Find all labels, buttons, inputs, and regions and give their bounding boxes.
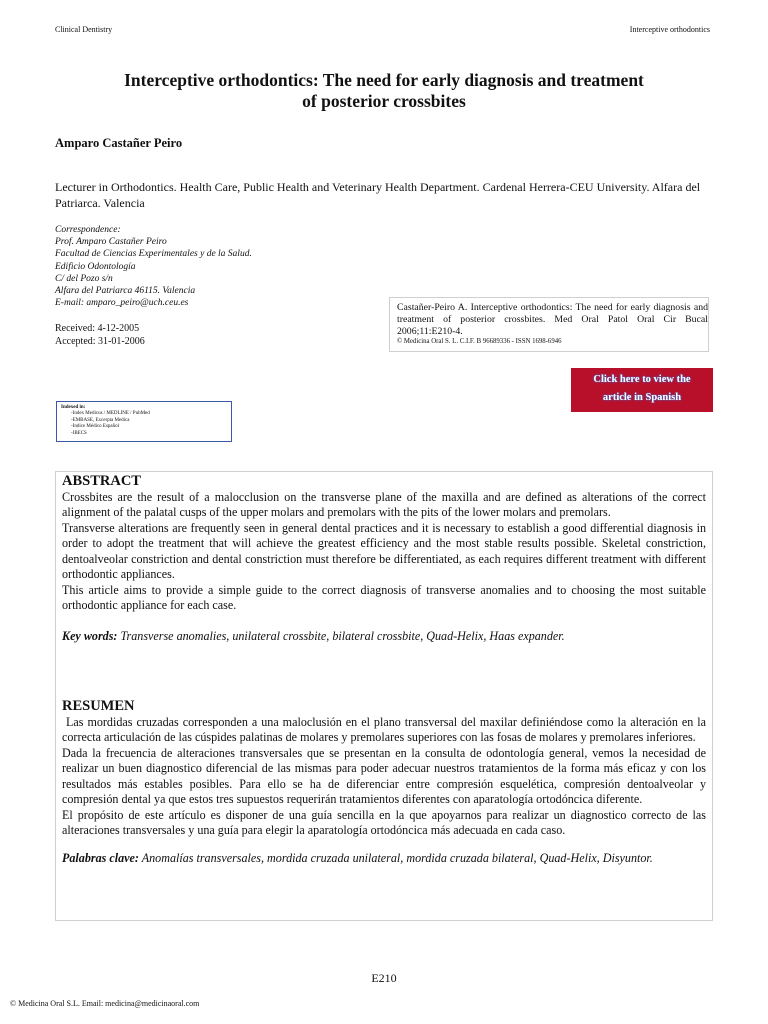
citation-box: [389, 297, 709, 352]
dates-block: [55, 323, 145, 348]
palabras-clave-text: Anomalías transversales, mordida cruzada unilateral, mordida cruzada bilateral, Quad-Helix, Disyuntor.: [141, 850, 653, 865]
correspondence-line: Facultad de Ciencias Experimentales y de la Salud.: [55, 249, 252, 260]
correspondence-block: [55, 224, 252, 309]
title-line-2: of posterior crossbites: [302, 91, 466, 111]
correspondence-line: Prof. Amparo Castañer Peiro: [55, 237, 167, 248]
spanish-button-line-2: article in Spanish: [602, 392, 682, 403]
correspondence-line: Edificio Odontología: [55, 261, 136, 272]
key-words-label: Key words:: [62, 628, 118, 643]
indexed-item: -IBECS: [71, 430, 87, 436]
abstract-section: [62, 474, 706, 644]
running-header-left: Clinical Dentistry: [55, 25, 113, 34]
copyright-line: © Medicina Oral S. L. C.I.F. B 96689336 - ISSN 1698-6946: [397, 338, 562, 346]
indexed-item: -Indice Médico Español: [71, 424, 120, 430]
abstract-heading: ABSTRACT: [62, 473, 141, 489]
palabras-clave: [62, 851, 706, 867]
view-spanish-article-button[interactable]: [571, 368, 713, 412]
accepted-date: Accepted: 31-01-2006: [55, 335, 145, 347]
indexed-item: -EMBASE, Excerpta Medica: [71, 417, 130, 423]
title-line-1: Interceptive orthodontics: The need for early diagnosis and treatment: [124, 70, 644, 90]
resumen-heading: RESUMEN: [62, 698, 135, 714]
correspondence-line: Correspondence:: [55, 225, 121, 235]
correspondence-email[interactable]: E-mail: amparo_peiro@uch.ceu.es: [55, 298, 189, 309]
indexed-heading: Indexed in:: [61, 405, 86, 410]
page-number: E210: [371, 971, 397, 985]
abstract-paragraph: Transverse alterations are frequently seen in general dental practices and it is necessary to establish a good differential diagnosis in order to adopt the treatment that will achieve the greatest efficiency and the most stable results possible. Skeletal constriction, dentoalveolar constriction and dental constriction must therefore be differentiated, as each requires different treatment with different orthodontic appliances.: [62, 520, 706, 581]
resumen-paragraph: El propósito de este artículo es disponer de una guía sencilla en la que apoyarnos para realizar un diagnostico correcto de las alteraciones transversales y una guía para elegir la aparatología ortodóncica más adecuada en cada caso.: [62, 807, 706, 837]
affiliation: Lecturer in Orthodontics. Health Care, Public Health and Veterinary Health Department. Cardenal Herrera-CEU University. Alfara del Patriarca. Valencia: [55, 180, 701, 210]
correspondence-line: Alfara del Patriarca 46115. Valencia: [55, 286, 196, 297]
author-name: Amparo Castañer Peiro: [55, 136, 183, 150]
indexed-item: -Index Medicus / MEDLINE / PubMed: [71, 411, 150, 417]
running-header-right: Interceptive orthodontics: [629, 25, 710, 34]
citation-text: Castañer-Peiro A. Interceptive orthodontics: The need for early diagnosis and treatment of posterior crossbites. Med Oral Patol Oral Cir Bucal 2006;11:E210-4.: [397, 302, 708, 337]
resumen-paragraph: Las mordidas cruzadas corresponden a una maloclusión en el plano transversal del maxilar definiéndose como la alteración en la correcta articulación de las cúspides palatinas de molares y premolares superiores con las fosas de molares y premolares inferiores.: [62, 714, 710, 744]
page-footer: © Medicina Oral S.L. Email: medicina@medicinaoral.com: [10, 999, 200, 1008]
spanish-button-line-1: Click here to view the: [593, 374, 691, 385]
key-words: [62, 629, 706, 645]
key-words-text: Transverse anomalies, unilateral crossbite, bilateral crossbite, Quad-Helix, Haas expander.: [120, 628, 565, 643]
abstract-paragraph: Crossbites are the result of a malocclusion on the transverse plane of the maxilla and are defined as alterations of the correct alignment of the palatal cusps of the upper molars and premolars with the pits of the lower molars and premolars.: [62, 489, 706, 519]
abstract-paragraph: This article aims to provide a simple guide to the correct diagnosis of transverse anomalies and to choosing the most suitable orthodontic appliance for each case.: [62, 582, 706, 612]
resumen-section: [62, 698, 710, 866]
resumen-paragraph: Dada la frecuencia de alteraciones transversales que se presentan en la consulta de odontología general, vemos la necesidad de realizar un buen diagnostico diferencial de las mismas para poder adecuar nuestros tratamientos de la forma más eficaz y con los resultados más estables posibles. Para ello se ha de diferenciar entre compresión esquelética, compresión dentoalveolar y compresión dental ya que estos tres supuestos requerirán tratamientos diferentes con aparatología ortodóncica diferente.: [62, 745, 706, 806]
article-title: [60, 70, 708, 112]
palabras-clave-label: Palabras clave:: [62, 850, 139, 865]
received-date: Received: 4-12-2005: [55, 323, 140, 334]
correspondence-line: C/ del Pozo s/n: [55, 273, 113, 284]
indexed-in-box: [56, 401, 232, 442]
